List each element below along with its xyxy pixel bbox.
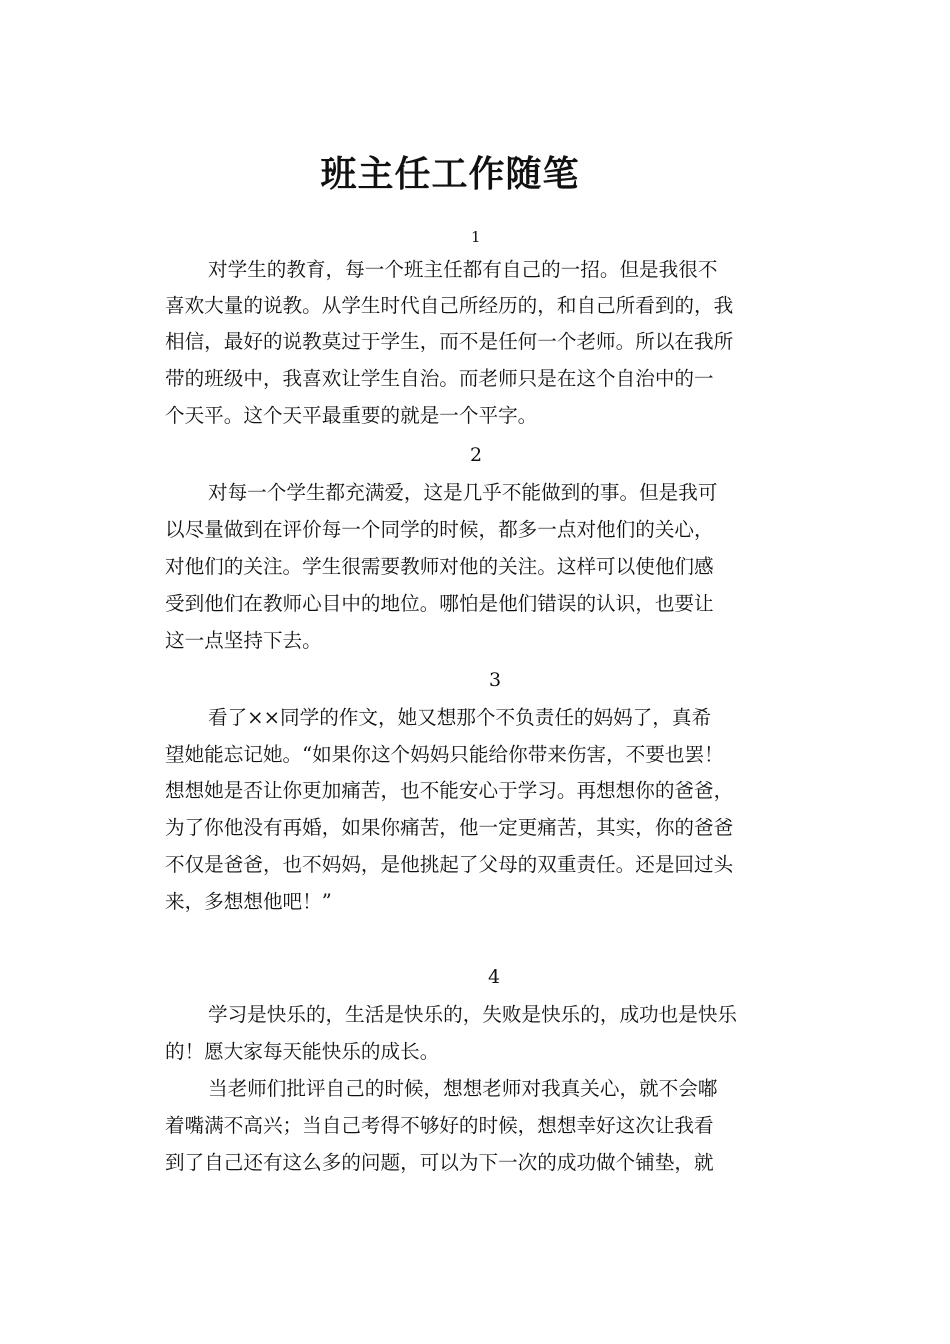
paragraph-line: 喜欢大量的说教。从学生时代自己所经历的，和自己所看到的，我 [165,294,734,317]
section-number: 2 [470,444,483,466]
paragraph-line: 为了你他没有再婚，如果你痛苦，他一定更痛苦，其实，你的爸爸 [165,816,734,839]
paragraph-line: 以尽量做到在评价每一个同学的时候，都多一点对他们的关心， [165,518,714,541]
paragraph-line: 看了××同学的作文，她又想那个不负责任的妈妈了，真希 [208,706,712,729]
paragraph-line: 受到他们在教师心目中的地位。哪怕是他们错误的认识，也要让 [165,592,714,615]
paragraph-line: 想想她是否让你更加痛苦，也不能安心于学习。再想想你的爸爸， [165,779,734,802]
paragraph-line: 对学生的教育，每一个班主任都有自己的一招。但是我很不 [208,258,718,281]
paragraph-line: 对他们的关注。学生很需要教师对他的关注。这样可以使他们感 [165,555,714,578]
section-number: 1 [471,228,481,246]
paragraph-line: 着嘴满不高兴；当自己考得不够好的时候，想想幸好这次让我看 [165,1114,714,1137]
paragraph-line: 的！愿大家每天能快乐的成长。 [165,1040,440,1063]
section-number: 4 [488,966,501,988]
paragraph-line: 不仅是爸爸，也不妈妈，是他挑起了父母的双重责任。还是回过头 [165,853,734,876]
paragraph-line: 对每一个学生都充满爱，这是几乎不能做到的事。但是我可 [208,481,718,504]
paragraph-line: 个天平。这个天平最重要的就是一个平字。 [165,404,538,427]
section-number: 3 [489,669,502,691]
paragraph-line: 这一点坚持下去。 [165,629,322,652]
paragraph-line: 到了自己还有这么多的问题，可以为下一次的成功做个铺垫，就 [165,1151,714,1174]
document-title: 班主任工作随笔 [320,153,580,195]
paragraph-line: 相信，最好的说教莫过于学生，而不是任何一个老师。所以在我所 [165,330,734,353]
paragraph-line: 带的班级中，我喜欢让学生自治。而老师只是在这个自治中的一 [165,367,714,390]
paragraph-line: 学习是快乐的，生活是快乐的，失败是快乐的，成功也是快乐 [208,1003,738,1026]
paragraph-line: 来，多想想他吧！” [165,890,332,913]
paragraph-line: 望她能忘记她。“如果你这个妈妈只能给你带来伤害，不要也罢！ [165,743,724,766]
paragraph-line: 当老师们批评自己的时候，想想老师对我真关心，就不会嘟 [208,1077,718,1100]
